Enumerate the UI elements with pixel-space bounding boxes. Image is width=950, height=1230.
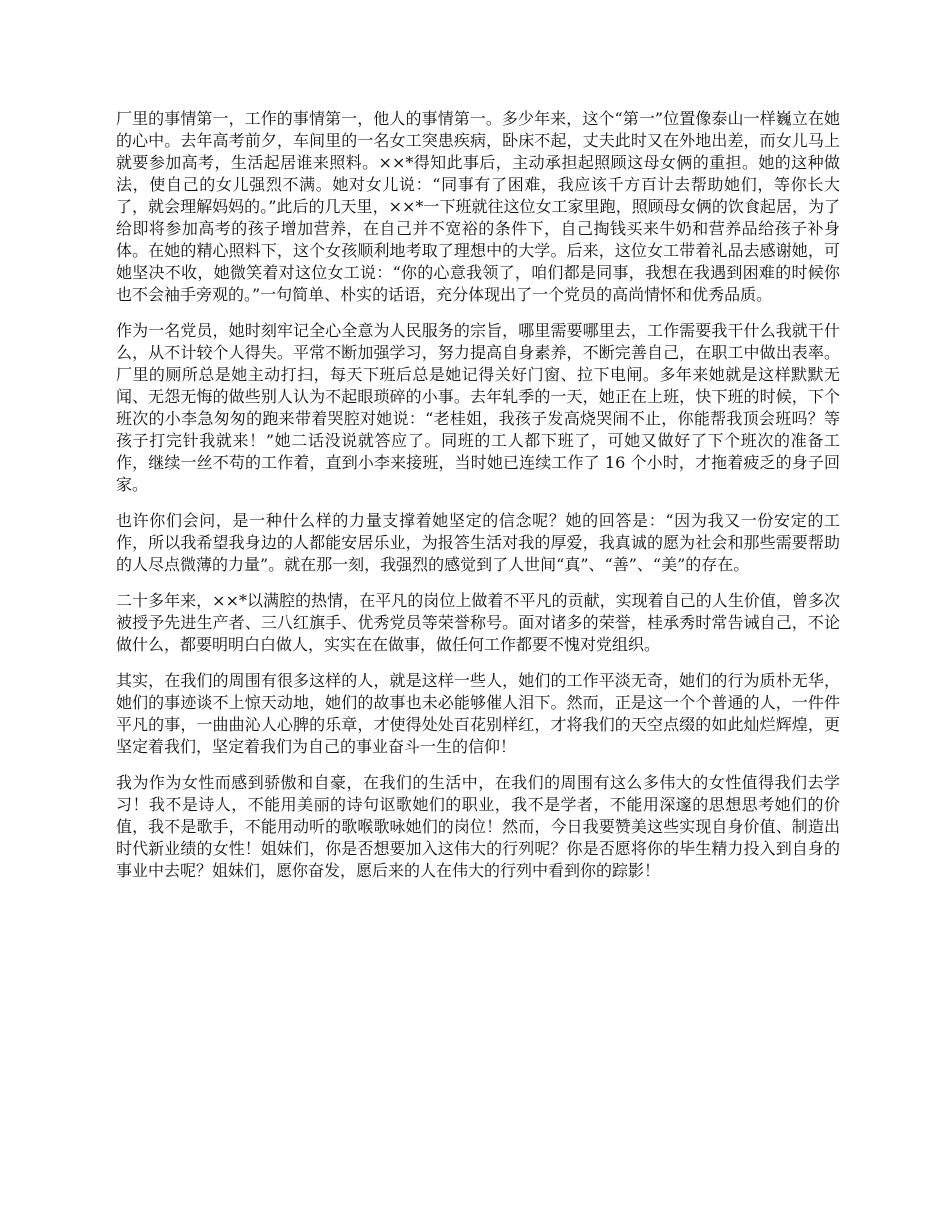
paragraph-5: 其实，在我们的周围有很多这样的人，就是这样一些人，她们的工作平淡无奇，她们的行为质朴无华，她们的事迹谈不上惊天动地，她们的故事也未必能够催人泪下。然而，正是这一个个普通的人，一件件平凡的事，一曲曲沁人心脾的乐章，才使得处处百花别样红，才将我们的天空点缀的如此灿烂辉煌，更坚定着我们，坚定着我们为自己的事业奋斗一生的信仰！: [116, 671, 840, 756]
paragraph-3: 也许你们会问，是一种什么样的力量支撑着她坚定的信念呢？她的回答是：“因为我又一份安定的工作，所以我希望我身边的人都能安居乐业，为报答生活对我的厚爱，我真诚的愿为社会和那些需要帮助的人尽点微薄的力量”。就在那一刻，我强烈的感觉到了人世间“真”、“善”、“美”的存在。: [116, 511, 840, 574]
paragraph-4: 二十多年来，××*以满腔的热情，在平凡的岗位上做着不平凡的贡献，实现着自己的人生价值，曾多次被授予先进生产者、三八红旗手、优秀党员等荣誉称号。面对诸多的荣誉，桂承秀时常告诫自己，不论做什么，都要明明白白做人，实实在在做事，做任何工作都要不愧对党组织。: [116, 591, 840, 654]
paragraph-2: 作为一名党员，她时刻牢记全心全意为人民服务的宗旨，哪里需要哪里去，工作需要我干什么我就干什么，从不计较个人得失。平常不断加强学习，努力提高自身素养，不断完善自己，在职工中做出表率。厂里的厕所总是她主动打扫，每天下班后总是她记得关好门窗、拉下电闸。多年来她就是这样默默无闻、无怨无悔的做些别人认为不起眼琐碎的小事。去年轧季的一天，她正在上班，快下班的时候，下个班次的小李急匆匆的跑来带着哭腔对她说：“老桂姐，我孩子发高烧哭闹不止，你能帮我顶会班吗？等孩子打完针我就来！”她二话没说就答应了。同班的工人都下班了，可她又做好了下个班次的准备工作，继续一丝不苟的工作着，直到小李来接班，当时她已连续工作了 16 个小时，才拖着疲乏的身子回家。: [116, 321, 840, 494]
paragraph-6: 我为作为女性而感到骄傲和自豪，在我们的生活中，在我们的周围有这么多伟大的女性值得我们去学习！我不是诗人，不能用美丽的诗句讴歌她们的职业，我不是学者，不能用深邃的思想思考她们的价值，我不是歌手，不能用动听的歌喉歌咏她们的岗位！然而，今日我要赞美这些实现自身价值、制造出时代新业绩的女性！姐妹们，你是否想要加入这伟大的行列呢？你是否愿将你的毕生精力投入到自身的事业中去呢？姐妹们，愿你奋发，愿后来的人在伟大的行列中看到你的踪影！: [116, 773, 840, 880]
document-body: [116, 108, 840, 896]
paragraph-1: 厂里的事情第一，工作的事情第一，他人的事情第一。多少年来，这个“第一”位置像泰山一样巍立在她的心中。去年高考前夕，车间里的一名女工突患疾病，卧床不起，丈夫此时又在外地出差，而女儿马上就要参加高考，生活起居谁来照料。××*得知此事后，主动承担起照顾这母女俩的重担。她的这种做法，使自己的女儿强烈不满。她对女儿说：“同事有了困难，我应该千方百计去帮助她们，等你长大了，就会理解妈妈的。”此后的几天里，××*一下班就往这位女工家里跑，照顾母女俩的饮食起居，为了给即将参加高考的孩子增加营养，在自己并不宽裕的条件下，自己掏钱买来牛奶和营养品给孩子补身体。在她的精心照料下，这个女孩顺利地考取了理想中的大学。后来，这位女工带着礼品去感谢她，可她坚决不收，她微笑着对这位女工说：“你的心意我领了，咱们都是同事，我想在我遇到困难的时候你也不会袖手旁观的。”一句简单、朴实的话语，充分体现出了一个党员的高尚情怀和优秀品质。: [116, 109, 840, 304]
